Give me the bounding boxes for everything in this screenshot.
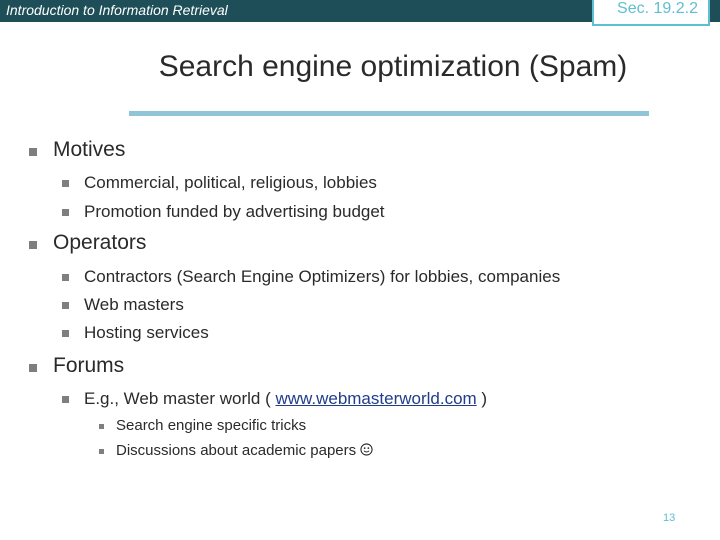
sub-sub-bullet xyxy=(116,417,306,434)
sub-bullet-prefix: E.g., Web master world ( xyxy=(84,389,276,408)
sub-bullet-suffix: ) xyxy=(476,389,488,408)
sub-bullet-text: Contractors (Search Engine Optimizers) for lobbies, companies xyxy=(84,267,561,286)
section-label: Sec. 19.2.2 xyxy=(617,0,698,17)
bullet-marker xyxy=(62,330,69,337)
bullet-text: Operators xyxy=(53,231,147,254)
bullet-marker xyxy=(99,449,104,454)
sub-bullet xyxy=(84,267,560,287)
bullet-marker xyxy=(62,209,69,216)
section-tag xyxy=(592,0,710,26)
sub-bullet xyxy=(84,202,385,222)
bullet-forums xyxy=(53,354,124,378)
sub-bullet-text: Hosting services xyxy=(84,323,209,342)
sub-bullet-text: Promotion funded by advertising budget xyxy=(84,202,385,221)
page-number: 13 xyxy=(663,512,676,524)
sub-bullet xyxy=(84,323,209,343)
bullet-operators xyxy=(53,231,146,255)
sub-bullet xyxy=(84,295,184,315)
title-underline xyxy=(129,111,649,116)
course-title: Introduction to Information Retrieval xyxy=(6,2,228,18)
bullet-marker xyxy=(99,424,104,429)
sub-bullet-text: Commercial, political, religious, lobbies xyxy=(84,173,377,192)
sub-bullet xyxy=(84,389,487,409)
bullet-marker xyxy=(29,364,37,372)
bullet-marker xyxy=(62,396,69,403)
webmasterworld-link[interactable]: www.webmasterworld.com xyxy=(275,389,477,408)
sub-sub-bullet-text: Discussions about academic papers xyxy=(116,442,357,459)
bullet-marker xyxy=(62,302,69,309)
slide-title: Search engine optimization (Spam) xyxy=(158,50,628,83)
sub-sub-bullet-text: Search engine specific tricks xyxy=(116,417,307,434)
bullet-marker xyxy=(62,274,69,281)
bullet-marker xyxy=(62,180,69,187)
bullet-text: Motives xyxy=(53,138,126,161)
bullet-marker xyxy=(29,241,37,249)
sub-bullet-text: Web masters xyxy=(84,295,184,314)
smiley-face-icon xyxy=(360,443,373,456)
sub-sub-bullet xyxy=(116,442,373,459)
bullet-marker xyxy=(29,148,37,156)
sub-bullet xyxy=(84,173,377,193)
bullet-text: Forums xyxy=(53,354,125,377)
bullet-motives xyxy=(53,138,125,162)
